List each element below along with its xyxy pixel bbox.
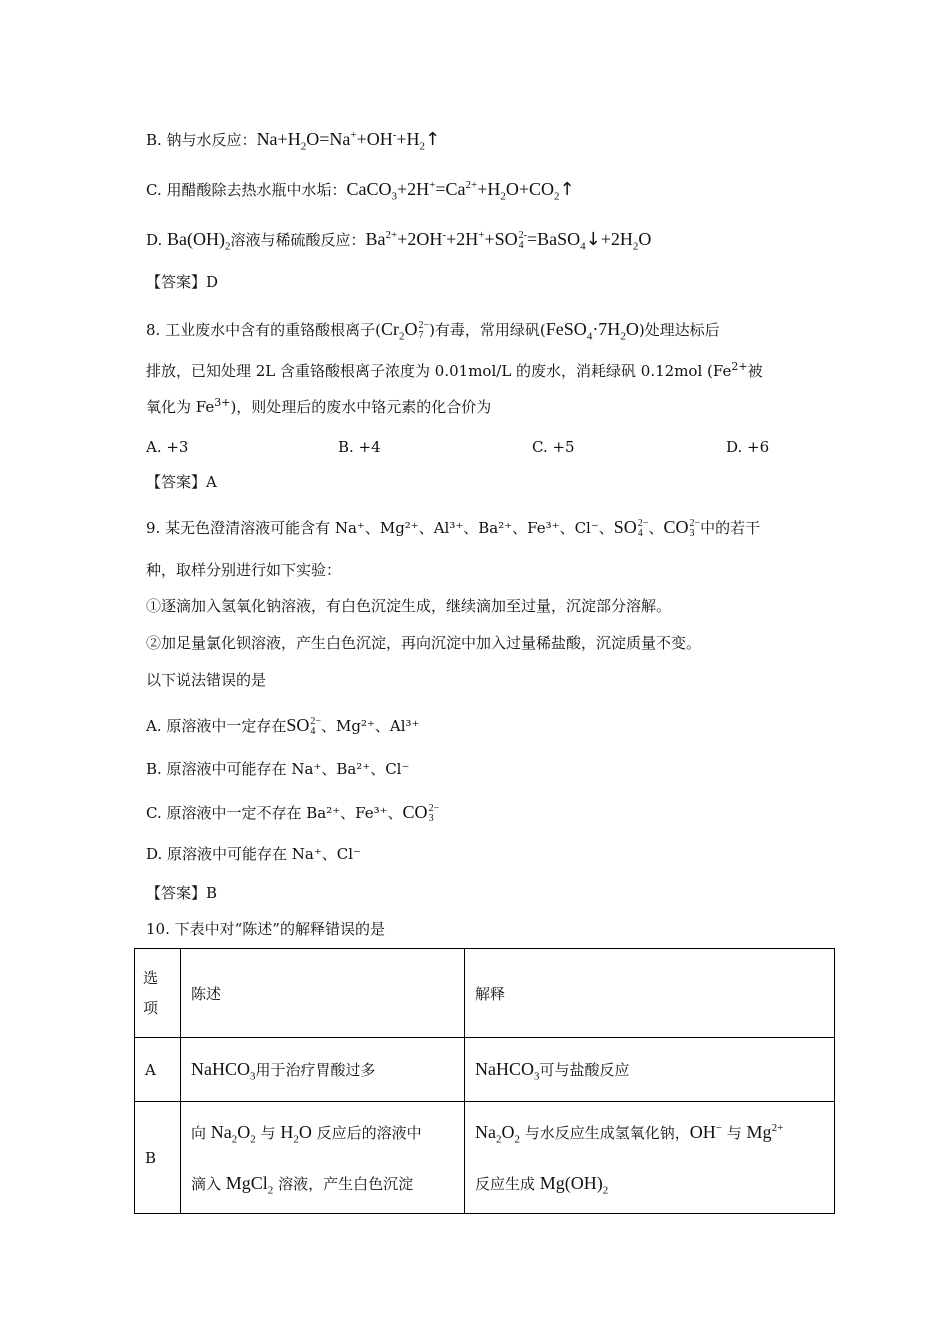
formula: $Mg(OH)_2$ xyxy=(539,1172,609,1197)
formula: $Na_2O_2$ xyxy=(475,1121,520,1146)
table-header-statement: 陈述 xyxy=(181,949,465,1038)
up-arrow-icon: ↑ xyxy=(559,179,575,200)
q8-line3: 氧化为 $Fe^{3+}$)，则处理后的废水中铬元素的化合价为 xyxy=(146,396,492,416)
table-row xyxy=(135,1102,835,1214)
table-cell-explanation: $Na_2O_2$ 与水反应生成氢氧化钠，OH− 与 $Mg^{2+}$ 反应生成 $Mg(OH)_2$ xyxy=(465,1102,835,1214)
q9-line2: 种，取样分别进行如下实验： xyxy=(146,561,342,579)
equation: $CaCO_3+2H^+=Ca^{2+}+H_2O+CO_2$ xyxy=(346,179,560,203)
table-header-option: 选项 xyxy=(135,949,181,1038)
q8-option-d: D. +6 xyxy=(726,438,770,456)
equation: $Na+H_2O=Na^++OH^-+H_2$ xyxy=(256,129,426,153)
formula: SO 2− 4 xyxy=(286,715,322,737)
table-header-explanation: 解释 xyxy=(465,949,835,1038)
table-row xyxy=(135,1038,835,1102)
formula: MgCl$_2$ xyxy=(225,1172,274,1197)
table-cell-statement: 向 $Na_2O_2$ 与 $H_2O$ 反应后的溶液中 滴入 MgCl$_2$ 溶液，产生白色沉淀 xyxy=(181,1102,465,1214)
answer: 【答案】B xyxy=(146,884,218,902)
table-cell-statement: NaHCO$_3$用于治疗胃酸过多 xyxy=(181,1038,465,1102)
up-arrow-icon: ↑ xyxy=(425,129,441,150)
table-cell-explanation: NaHCO$_3$可与盐酸反应 xyxy=(465,1038,835,1102)
q10-title: 10. 下表中对“陈述”的解释错误的是 xyxy=(146,920,385,938)
q8-line2: 排放，已知处理 2L 含重铬酸根离子浓度为 0.01mol/L 的废水，消耗绿矾 0.12mol ($Fe^{2+}$被 xyxy=(146,360,763,380)
q8-option-c: C. +5 xyxy=(532,438,575,456)
q9-line1: 9. 某无色澄清溶液可能含有 Na⁺、Mg²⁺、Al³⁺、Ba²⁺、Fe³⁺、Cl⁻、SO 2− 4 、CO 2− 3 中的若干 xyxy=(146,517,761,539)
formula: NaHCO$_3$ xyxy=(475,1059,540,1083)
q9-option-b: B. 原溶液中可能存在 Na⁺、Ba²⁺、Cl⁻ xyxy=(146,760,410,778)
formula: $Cr_2O$ 2− 7 xyxy=(380,319,430,343)
formula: $Na_2O_2$ xyxy=(210,1121,256,1146)
q8-option-a: A. +3 xyxy=(146,438,189,456)
formula: CO 2− 3 xyxy=(402,802,440,824)
equation: $Ba^{2+}+2OH^-+2H^++SO$ 2- 4 =BaSO$_4$ xyxy=(365,229,586,253)
explanation-table xyxy=(134,948,835,1214)
table-cell-option: B xyxy=(135,1102,181,1214)
table-cell-option: A xyxy=(135,1038,181,1102)
table-header-row xyxy=(135,949,835,1038)
formula: $Mg^{2+}$ xyxy=(746,1121,784,1142)
q9-option-d: D. 原溶液中可能存在 Na⁺、Cl⁻ xyxy=(146,845,361,863)
formula: $FeSO_4\cdot 7H_2O$ xyxy=(545,319,639,343)
q9-question: 以下说法错误的是 xyxy=(146,671,267,689)
q9-experiment-2: ②加足量氯化钡溶液，产生白色沉淀，再向沉淀中加入过量稀盐酸，沉淀质量不变。 xyxy=(146,634,702,652)
q7-option-b: B. 钠与水反应：$Na+H_2O=Na^++OH^-+H_2↑$ xyxy=(146,129,441,153)
q9-option-c: C. 原溶液中一定不存在 Ba²⁺、Fe³⁺、CO 2− 3 xyxy=(146,802,440,824)
formula: SO 2− 4 xyxy=(613,517,649,539)
q9-experiment-1: ①逐滴加入氢氧化钠溶液，有白色沉淀生成，继续滴加至过量，沉淀部分溶解。 xyxy=(146,597,672,615)
formula: CO 2− 3 xyxy=(663,517,701,539)
answer: 【答案】D xyxy=(146,273,219,291)
q9-option-a: A. 原溶液中一定存在SO 2− 4 、Mg²⁺、Al³⁺ xyxy=(146,715,420,737)
down-arrow-icon: ↓ xyxy=(585,229,601,250)
q7-option-d: D. $Ba(OH)_2$溶液与稀硫酸反应：$Ba^{2+}+2OH^-+2H^++SO$ 2- 4 $=BaSO_4↓+2H_2O$ xyxy=(146,229,652,253)
formula: NaHCO$_3$ xyxy=(191,1059,256,1083)
formula: $Ba(OH)_2$ xyxy=(167,229,231,253)
formula: $H_2O$ xyxy=(280,1121,312,1146)
answer: 【答案】A xyxy=(146,473,217,491)
formula: OH− xyxy=(689,1121,722,1142)
q7-option-c: C. 用醋酸除去热水瓶中水垢：$CaCO_3+2H^+=Ca^{2+}+H_2O+CO_2↑$ xyxy=(146,179,575,203)
q8-option-b: B. +4 xyxy=(338,438,381,456)
q8-line1: 8. 工业废水中含有的重铬酸根离子($Cr_2O$ 2− 7 )有毒，常用绿矾$(FeSO_4\cdot 7H_2O)$处理达标后 xyxy=(146,319,720,343)
